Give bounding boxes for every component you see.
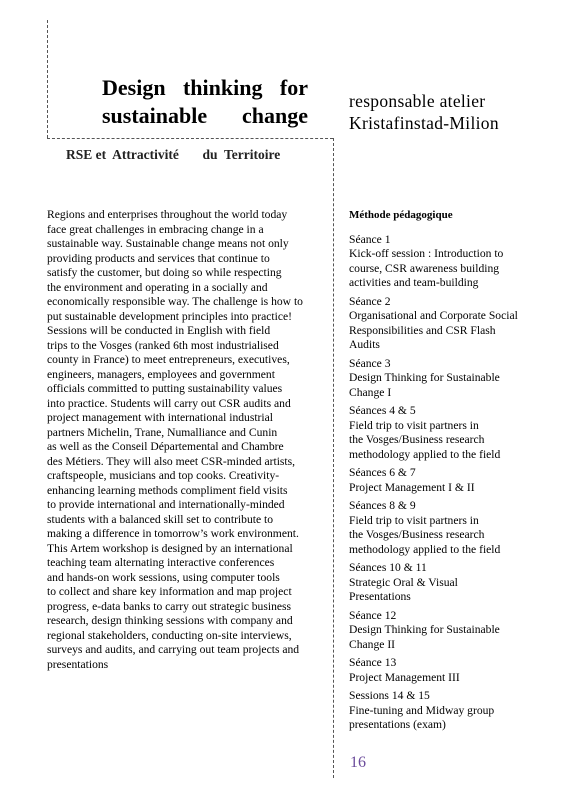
session-description-line: Audits: [349, 338, 380, 351]
session-description-line: presentations (exam): [349, 718, 446, 731]
session-item: [349, 689, 549, 733]
session-label: Séance 13: [349, 656, 397, 669]
session-description-line: Kick-off session : Introduction to: [349, 247, 504, 260]
session-description-line: Organisational and Corporate Social: [349, 309, 518, 322]
session-item: [349, 404, 549, 462]
subtitle: RSE et Attractivité du Territoire: [66, 147, 281, 162]
page-number: 16: [350, 754, 366, 771]
session-item: [349, 656, 549, 685]
session-item: [349, 466, 549, 495]
session-description-line: Field trip to visit partners in: [349, 418, 479, 432]
dashed-divider-middle: [333, 138, 334, 778]
body-line: Sessions will be conducted in English with field: [47, 324, 271, 337]
session-label: Séances 10 & 11: [349, 561, 427, 574]
body-line: engineers, managers, employees and government: [47, 367, 275, 381]
session-item: [349, 295, 549, 353]
session-description-line: Design Thinking for Sustainable: [349, 623, 500, 636]
body-line: presentations: [47, 657, 109, 671]
title-line: sustainable change: [102, 103, 308, 128]
body-line: project management with international industrial: [47, 411, 274, 424]
body-line: surveys and audits, and carrying out team projects and: [47, 643, 300, 656]
responsable-line: Kristafinstad-Milion: [349, 113, 499, 133]
session-label: Sessions 14 & 15: [349, 689, 430, 702]
body-line: sustainable way. Sustainable change means not only: [47, 237, 289, 250]
body-line: students with a balanced skill set to contribute to: [47, 512, 274, 526]
session-description-line: Field trip to visit partners in: [349, 513, 479, 527]
body-line: Regions and enterprises throughout the world today: [47, 208, 288, 221]
session-label: Séance 3: [349, 356, 391, 370]
session-description-line: Strategic Oral & Visual: [349, 575, 458, 589]
session-item: [349, 499, 549, 557]
session-description-line: the Vosges/Business research: [349, 433, 485, 446]
session-label: Séances 6 & 7: [349, 466, 416, 479]
session-label: Séance 1: [349, 232, 391, 246]
methode-heading: Méthode pédagogique: [349, 209, 453, 221]
body-line: regional stakeholders, conducting on-site interviews,: [47, 628, 292, 642]
session-item: [349, 233, 549, 291]
body-line: making a difference in tomorrow’s work environment.: [47, 527, 299, 540]
body-line: officials committed to putting sustainability values: [47, 382, 283, 395]
body-line: into practice. Students will carry out CSR audits and: [47, 396, 291, 410]
body-line: enhancing learning methods compliment field visits: [47, 483, 288, 497]
session-description-line: Design Thinking for Sustainable: [349, 371, 500, 384]
session-description-line: methodology applied to the field: [349, 542, 501, 556]
body-line: satisfy the customer, but doing so while respecting: [47, 266, 282, 279]
responsable-block: [349, 90, 499, 134]
body-line: and hands-on work sessions, using computer tools: [47, 570, 280, 584]
session-description-line: Project Management III: [349, 670, 460, 684]
body-line: face great challenges in embracing change in a: [47, 222, 264, 236]
session-description-line: Fine-tuning and Midway group: [349, 703, 495, 717]
title-line: Design thinking for: [102, 75, 308, 100]
page-title: [102, 74, 308, 130]
body-line: partners Michelin, Trane, Numalliance and Cunin: [47, 425, 278, 439]
body-line: put sustainable development principles into practice!: [47, 309, 293, 323]
methode-column: [349, 208, 549, 737]
session-label: Séance 12: [349, 608, 397, 622]
body-line: to provide international and internationally-minded: [47, 498, 285, 511]
body-line: county in France) to meet entrepreneurs, executives,: [47, 353, 290, 366]
session-item: [349, 561, 549, 605]
dashed-divider-left: [47, 20, 48, 138]
body-line: trips to the Vosges (ranked 6th most industrialised: [47, 338, 279, 352]
dashed-divider-horizontal: [47, 138, 333, 139]
body-line: teaching team alternating interactive conferences: [47, 556, 275, 569]
session-label: Séance 2: [349, 294, 391, 308]
session-description-line: Change II: [349, 637, 396, 651]
session-description-line: course, CSR awareness building: [349, 261, 500, 275]
body-line: providing products and services that continue to: [47, 251, 270, 265]
session-list: [349, 233, 549, 733]
body-line: This Artem workshop is designed by an international: [47, 541, 293, 555]
body-line: des Métiers. They will also meet CSR-minded artists,: [47, 454, 296, 468]
session-item: [349, 357, 549, 401]
session-description-line: Project Management I & II: [349, 480, 475, 494]
body-line: as well as the Conseil Départemental and Chambre: [47, 440, 284, 453]
session-item: [349, 609, 549, 653]
description-paragraph: [47, 208, 315, 672]
responsable-line: responsable atelier: [349, 91, 486, 111]
session-label: Séances 8 & 9: [349, 499, 416, 512]
session-description-line: the Vosges/Business research: [349, 528, 485, 541]
body-line: to collect and share key information and map project: [47, 585, 292, 598]
session-description-line: Presentations: [349, 590, 411, 603]
body-line: economically responsible way. The challenge is how to: [47, 295, 303, 308]
body-line: the environment and operating in a socially and: [47, 280, 268, 294]
session-label: Séances 4 & 5: [349, 404, 416, 417]
session-description-line: activities and team-building: [349, 276, 479, 289]
body-line: research, design thinking sessions with company and: [47, 614, 293, 627]
session-description-line: Responsibilities and CSR Flash: [349, 323, 496, 337]
session-description-line: Change I: [349, 385, 392, 399]
session-description-line: methodology applied to the field: [349, 447, 501, 461]
body-line: progress, e-data banks to carry out strategic business: [47, 599, 292, 613]
body-line: craftspeople, musicians and top cooks. Creativity-: [47, 469, 280, 482]
